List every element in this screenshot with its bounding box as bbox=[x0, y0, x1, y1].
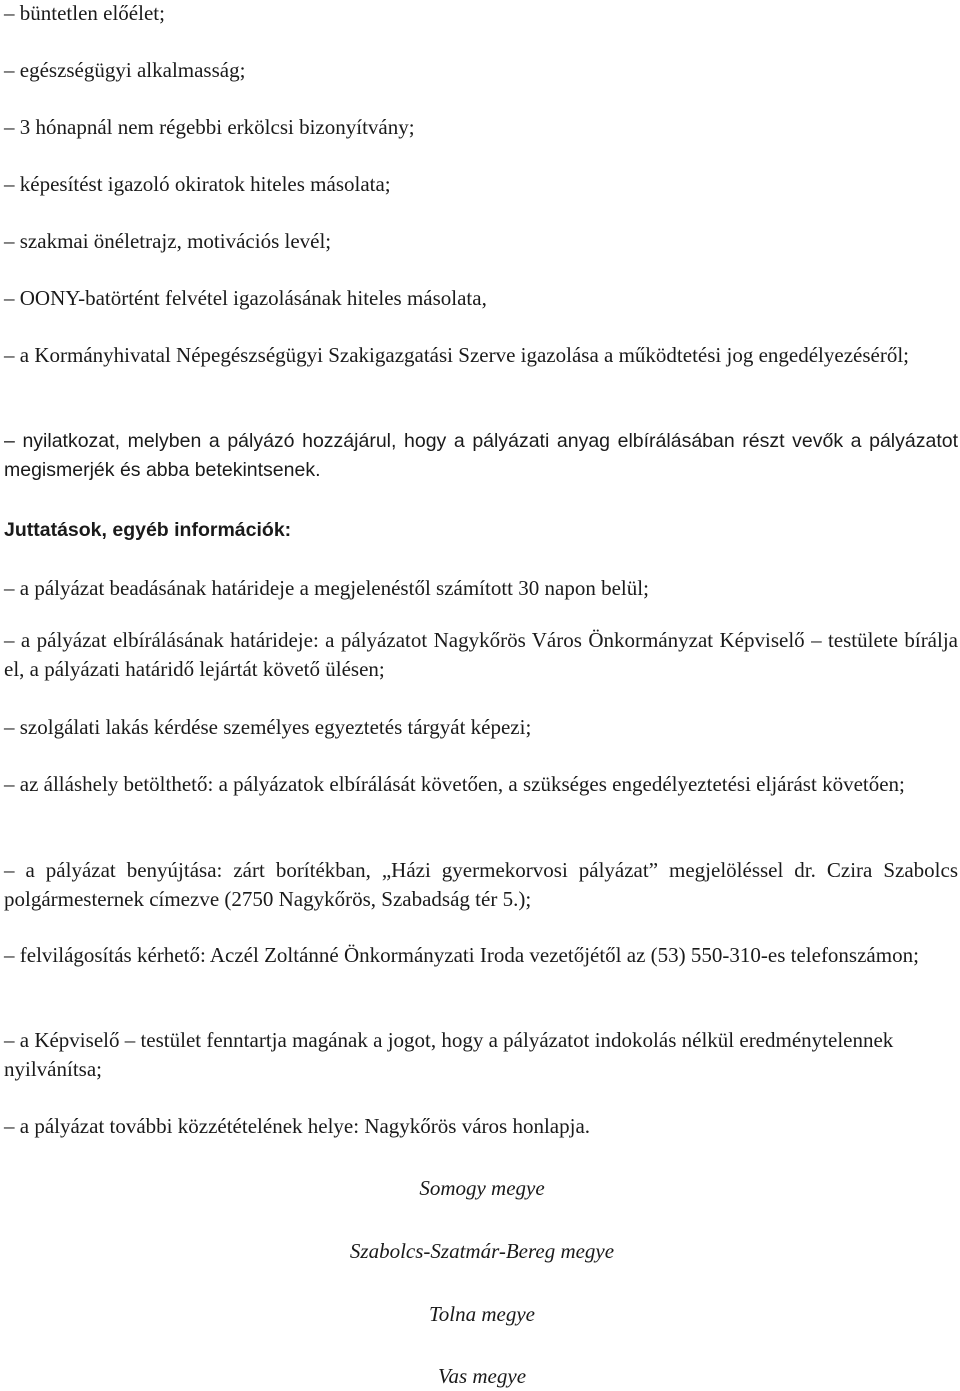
county-heading: Szabolcs-Szatmár-Bereg megye bbox=[349, 1239, 615, 1263]
requirement-item: – egészségügyi alkalmasság; bbox=[4, 58, 246, 82]
requirement-item: – a Kormányhivatal Népegészségügyi Szakigazgatási Szerve igazolása a működtetési jog engedélyezéséről; bbox=[4, 343, 909, 367]
requirement-item: – szakmai önéletrajz, motivációs levél; bbox=[4, 229, 332, 253]
requirement-item: – nyilatkozat, melyben a pályázó hozzájárul, hogy a pályázati anyag elbírálásában részt vevők a pályázatot megismerjék és abba betekintsenek. bbox=[4, 430, 958, 481]
requirement-item: – képesítést igazoló okiratok hiteles másolata; bbox=[4, 172, 391, 196]
benefit-item: – a pályázat további közzétételének helye: Nagykőrös város honlapja. bbox=[4, 1114, 591, 1138]
benefit-item: – a pályázat benyújtása: zárt borítékban, „Házi gyermekorvosi pályázat” megjelöléssel dr. Czira Szabolcs polgármesternek címezve (2750 Nagykőrös, Szabadság tér 5.); bbox=[4, 858, 958, 911]
benefit-item: – szolgálati lakás kérdése személyes egyeztetés tárgyát képezi; bbox=[4, 715, 532, 739]
benefit-item: – a pályázat beadásának határideje a megjelenéstől számított 30 napon belül; bbox=[4, 576, 649, 600]
county-heading: Tolna megye bbox=[429, 1302, 535, 1326]
requirement-item: – 3 hónapnál nem régebbi erkölcsi bizonyítvány; bbox=[4, 115, 415, 139]
benefit-item: – a Képviselő – testület fenntartja magának a jogot, hogy a pályázatot indokolás nélkül eredménytelennek nyilvánítsa; bbox=[4, 1028, 894, 1081]
benefits-heading: Juttatások, egyéb információk: bbox=[4, 519, 292, 541]
benefit-item: – felvilágosítás kérhető: Aczél Zoltánné Önkormányzati Iroda vezetőjétől az (53) 550-310-es telefonszámon; bbox=[4, 943, 919, 967]
county-heading: Vas megye bbox=[437, 1364, 527, 1388]
benefit-item: – az álláshely betölthető: a pályázatok elbírálását követően, a szükséges engedélyeztetési eljárást követően; bbox=[4, 772, 905, 796]
benefit-item: – a pályázat elbírálásának határideje: a pályázatot Nagykőrös Város Önkormányzat Képviselő – testülete bírálja el, a pályázati határidő lejártát követő ülésen; bbox=[4, 628, 958, 681]
requirement-item: – OONY-batörtént felvétel igazolásának hiteles másolata, bbox=[4, 286, 487, 310]
requirement-item: – büntetlen előélet; bbox=[4, 1, 165, 25]
county-heading: Somogy megye bbox=[419, 1176, 545, 1200]
